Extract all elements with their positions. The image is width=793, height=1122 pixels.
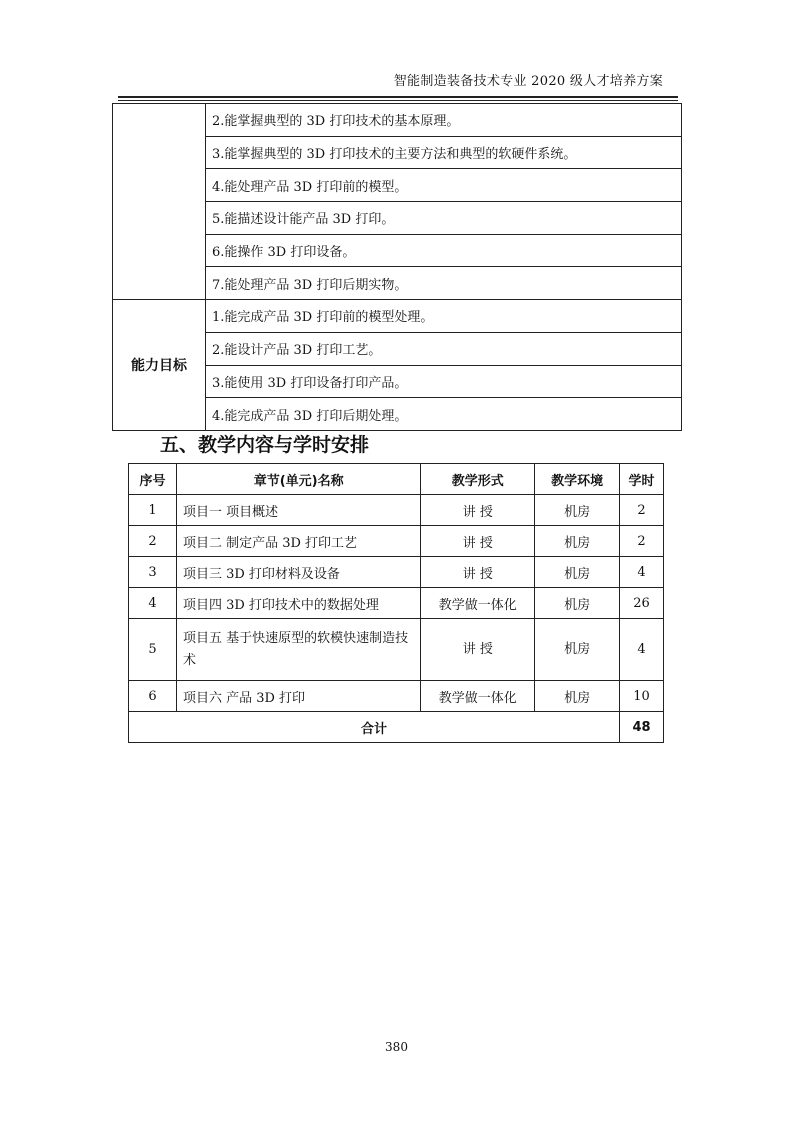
section-title: 五、教学内容与学时安排 bbox=[160, 434, 370, 456]
table-row bbox=[129, 526, 664, 557]
objectives-table bbox=[112, 103, 682, 431]
schedule-table bbox=[128, 463, 664, 743]
row-env: 机房 bbox=[535, 557, 620, 588]
ability-row: 1.能完成产品 3D 打印前的模型处理。 bbox=[206, 300, 682, 333]
header-rule-thin bbox=[118, 100, 678, 101]
col-header-hours: 学时 bbox=[620, 464, 664, 495]
total-hours: 48 bbox=[620, 712, 664, 743]
row-no: 6 bbox=[129, 681, 177, 712]
knowledge-row: 3.能掌握典型的 3D 打印技术的主要方法和典型的软硬件系统。 bbox=[206, 136, 682, 169]
row-name: 项目二 制定产品 3D 打印工艺 bbox=[176, 526, 420, 557]
row-hours: 2 bbox=[620, 526, 664, 557]
row-env: 机房 bbox=[535, 681, 620, 712]
row-hours: 4 bbox=[620, 619, 664, 681]
row-form: 讲 授 bbox=[421, 495, 535, 526]
header-rule bbox=[118, 96, 678, 98]
row-form: 讲 授 bbox=[421, 526, 535, 557]
knowledge-label-cell bbox=[113, 104, 206, 300]
row-env: 机房 bbox=[535, 526, 620, 557]
col-header-name: 章节(单元)名称 bbox=[176, 464, 420, 495]
knowledge-row: 7.能处理产品 3D 打印后期实物。 bbox=[206, 267, 682, 300]
total-label: 合计 bbox=[129, 712, 620, 743]
knowledge-row: 5.能描述设计能产品 3D 打印。 bbox=[206, 202, 682, 235]
row-no: 1 bbox=[129, 495, 177, 526]
col-header-form: 教学形式 bbox=[421, 464, 535, 495]
row-name: 项目五 基于快速原型的软模快速制造技术 bbox=[176, 619, 420, 681]
row-name: 项目一 项目概述 bbox=[176, 495, 420, 526]
row-name: 项目六 产品 3D 打印 bbox=[176, 681, 420, 712]
table-row bbox=[129, 588, 664, 619]
table-row bbox=[129, 495, 664, 526]
row-name: 项目三 3D 打印材料及设备 bbox=[176, 557, 420, 588]
table-row bbox=[129, 681, 664, 712]
row-name: 项目四 3D 打印技术中的数据处理 bbox=[176, 588, 420, 619]
col-header-no: 序号 bbox=[129, 464, 177, 495]
knowledge-row: 4.能处理产品 3D 打印前的模型。 bbox=[206, 169, 682, 202]
col-header-env: 教学环境 bbox=[535, 464, 620, 495]
schedule-header-row bbox=[129, 464, 664, 495]
row-env: 机房 bbox=[535, 588, 620, 619]
document-header: 智能制造装备技术专业 2020 级人才培养方案 bbox=[393, 74, 663, 89]
row-form: 讲 授 bbox=[421, 619, 535, 681]
row-env: 机房 bbox=[535, 619, 620, 681]
row-form: 讲 授 bbox=[421, 557, 535, 588]
row-no: 2 bbox=[129, 526, 177, 557]
table-row bbox=[129, 619, 664, 681]
table-row bbox=[129, 557, 664, 588]
row-no: 5 bbox=[129, 619, 177, 681]
row-no: 3 bbox=[129, 557, 177, 588]
knowledge-row: 6.能操作 3D 打印设备。 bbox=[206, 234, 682, 267]
row-form: 教学做一体化 bbox=[421, 588, 535, 619]
ability-row: 3.能使用 3D 打印设备打印产品。 bbox=[206, 365, 682, 398]
ability-row: 2.能设计产品 3D 打印工艺。 bbox=[206, 332, 682, 365]
total-row bbox=[129, 712, 664, 743]
ability-label: 能力目标 bbox=[113, 300, 206, 431]
knowledge-row: 2.能掌握典型的 3D 打印技术的基本原理。 bbox=[206, 104, 682, 137]
row-form: 教学做一体化 bbox=[421, 681, 535, 712]
row-env: 机房 bbox=[535, 495, 620, 526]
row-hours: 10 bbox=[620, 681, 664, 712]
row-hours: 2 bbox=[620, 495, 664, 526]
row-no: 4 bbox=[129, 588, 177, 619]
row-hours: 26 bbox=[620, 588, 664, 619]
page-number: 380 bbox=[385, 1040, 408, 1054]
row-hours: 4 bbox=[620, 557, 664, 588]
ability-row: 4.能完成产品 3D 打印后期处理。 bbox=[206, 398, 682, 431]
